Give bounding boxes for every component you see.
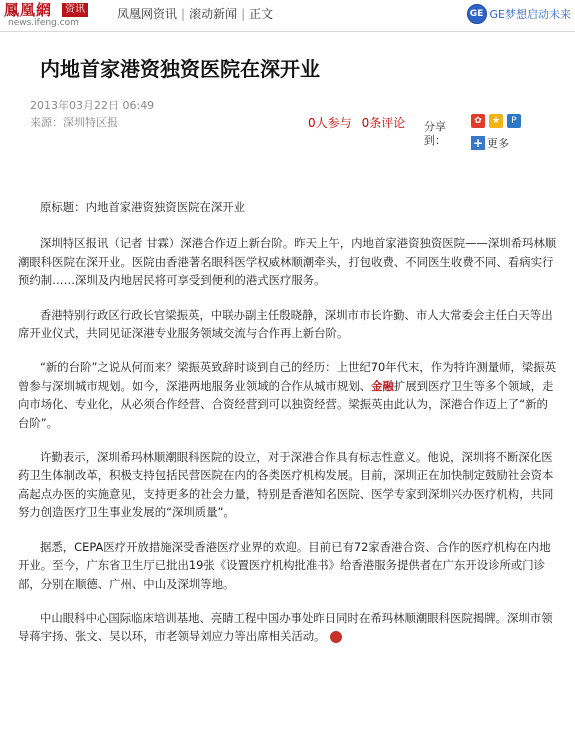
article-paragraph: 许勤表示，深圳希玛林顺潮眼科医院的设立，对于深港合作具有标志性意义。他说，深圳将不断深化医药卫生体制改革，积极支持包括民营医院在内的各类医疗机构发展。目前，深圳正在加快制定鼓励社会资本高起点办医的实施意见，支持更多的社会力量，特别是香港知名医院、医学专家到深圳兴办医疗机构，共同努力创造医疗卫生事业发展的“深圳质量”。 [18, 450, 554, 520]
article-stats [308, 116, 415, 130]
article-paragraph: 据悉，CEPA医疗开放措施深受香港医疗业界的欢迎。目前已有72家香港合资、合作的医疗机构在内地开业。至今，广东省卫生厅已批出19张《设置医疗机构批准书》给香港服务提供者在广东开设诊所或门诊部，分别在顺德、广州、中山及深圳等地。 [18, 539, 551, 591]
breadcrumb-item-news[interactable]: 凤凰网资讯 [117, 7, 178, 21]
ifeng-logo[interactable] [4, 2, 108, 28]
logo-text: 鳳凰網 [4, 1, 53, 19]
article-source: 来源：深圳特区报 [30, 116, 118, 129]
top-bar [0, 0, 575, 30]
article-last-text: 中山眼科中心国际临床培训基地、亮睛工程中国办事处昨日同时在希玛林顺潮眼科医院揭牌。深圳市领导蒋宇扬、张文、吴以环，市老领导刘应力等出席相关活动。 [18, 610, 553, 644]
breadcrumb-separator: | [181, 7, 186, 21]
ge-ad-banner[interactable] [467, 3, 571, 25]
article-datetime: 2013年03月22日 06:49 [30, 99, 155, 112]
keyword-link[interactable]: 金融 [371, 378, 394, 393]
share-more-label: 更多 [487, 137, 509, 150]
article-paragraph: “新的台阶”之说从何而来？梁振英致辞时谈到自己的经历：上世纪70年代末，作为特许测量师，梁振英曾参与深圳城市规划。如今，深港两地服务业领域的合作从城市规划、金融扩展到医疗卫生等多个领域，走向市场化、专业化，从必须合作经营、合资经营到可以独资经营。梁振英由此认为，深港合作迈上了“新的台阶”。 [18, 360, 557, 430]
p-icon[interactable]: P [507, 114, 521, 128]
star-icon[interactable]: ★ [489, 114, 503, 128]
logo-url: news.ifeng.com [8, 18, 79, 28]
breadcrumb-item-current: 正文 [249, 7, 274, 21]
share-label: 分享到： [424, 120, 446, 147]
share-icons [471, 114, 525, 128]
ge-ad-text: GE梦想启动未来 [489, 8, 571, 21]
weibo-icon[interactable]: ✿ [471, 114, 485, 128]
end-mark-icon [330, 631, 342, 643]
plus-icon: + [472, 136, 484, 150]
participants-link[interactable]: 0人参与 [308, 116, 352, 130]
logo-tag: 资讯 [62, 3, 88, 17]
breadcrumb-separator: | [241, 7, 246, 21]
article-paragraph: 香港特别行政区行政长官梁振英，中联办副主任殷晓静，深圳市市长许勤、市人大常委会主任白天等出席开业仪式，共同见证深港专业服务领域交流与合作再上新台阶。 [18, 307, 553, 341]
ge-logo-icon: GE [467, 4, 487, 24]
article-title: 内地首家港资独资医院在深开业 [40, 57, 320, 81]
article-paragraph: 深圳特区报讯（记者 甘霖）深港合作迈上新台阶。昨天上午，内地首家港资独资医院——深圳希玛林顺潮眼科医院在深开业。医院由香港著名眼科医学权威林顺潮牵头，打包收费、不同医生收费不同、看病实行预约制……深圳及内地居民将可享受到便利的港式医疗服务。 [18, 236, 557, 288]
breadcrumb-item-rolling[interactable]: 滚动新闻 [189, 7, 238, 21]
article-body [18, 198, 558, 662]
article-paragraph [18, 609, 558, 646]
breadcrumb [117, 7, 273, 21]
article-paragraph: 原标题：内地首家港资独资医院在深开业 [40, 200, 246, 214]
share-more-button[interactable] [471, 135, 509, 151]
header-divider [0, 31, 575, 32]
comments-link[interactable]: 0条评论 [361, 116, 406, 130]
